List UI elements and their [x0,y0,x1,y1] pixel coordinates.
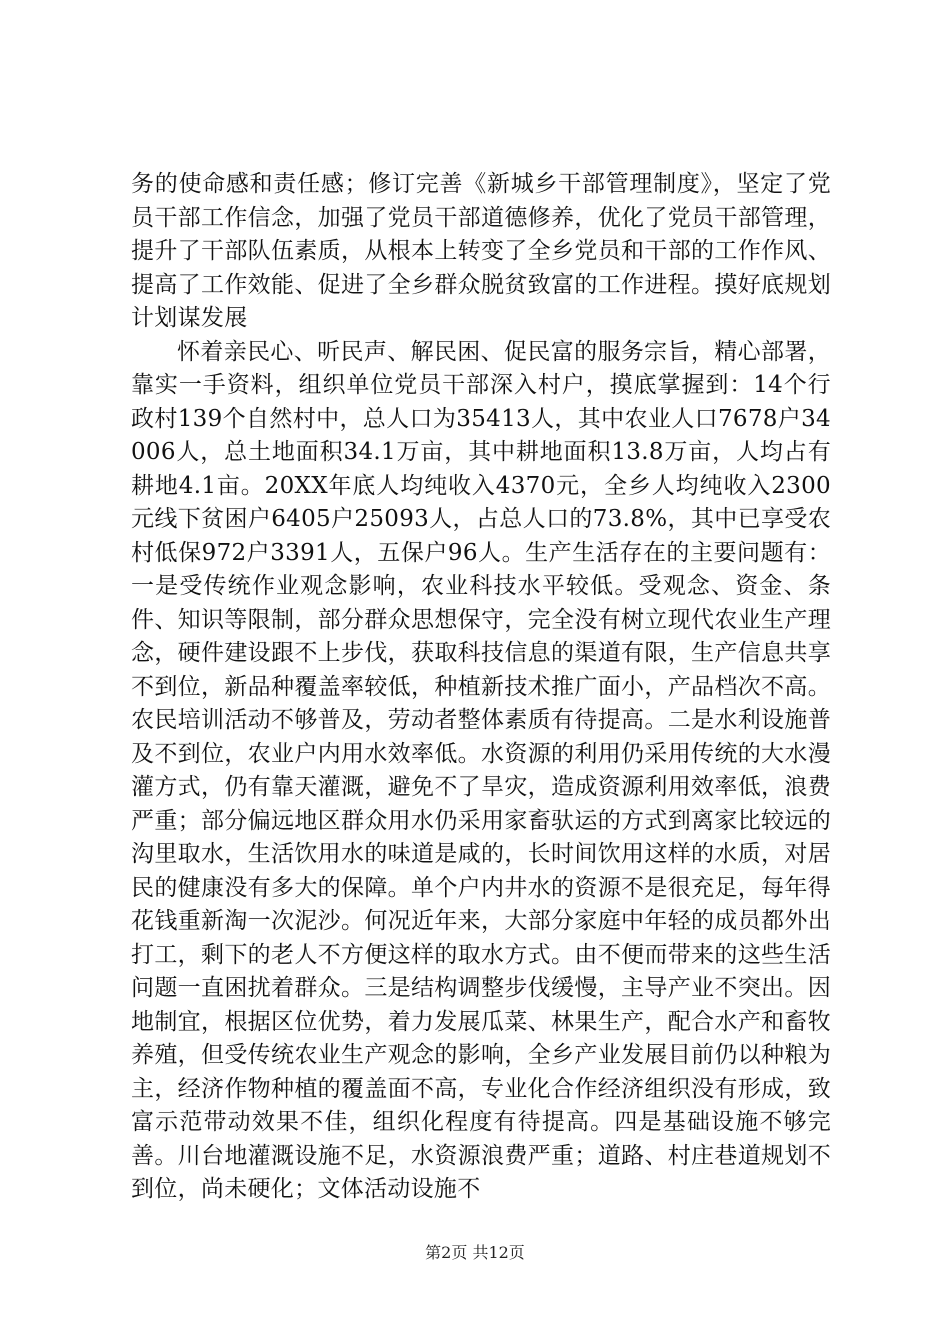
document-body [131,168,831,1207]
body-paragraph-1: 务的使命感和责任感；修订完善《新城乡干部管理制度》，坚定了党员干部工作信念，加强了党员干部道德修养，优化了党员干部管理，提升了干部队伍素质，从根本上转变了全乡党员和干部的工作作风、提高了工作效能、促进了全乡群众脱贫致富的工作进程。摸好底规划计划谋发展 [131,171,831,331]
body-paragraph-2: 怀着亲民心、听民声、解民困、促民富的服务宗旨，精心部署，靠实一手资料，组织单位党员干部深入村户，摸底掌握到：14个行政村139个自然村中，总人口为35413人，其中农业人口7678户34006人，总土地面积34.1万亩，其中耕地面积13.8万亩，人均占有耕地4.1亩。20XX年底人均纯收入4370元，全乡人均纯收入2300元线下贫困户6405户25093人，占总人口的73.8%，其中已享受农村低保972户3391人，五保户96人。生产生活存在的主要问题有：一是受传统作业观念影响，农业科技水平较低。受观念、资金、条件、知识等限制，部分群众思想保守，完全没有树立现代农业生产理念，硬件建设跟不上步伐，获取科技信息的渠道有限，生产信息共享不到位，新品种覆盖率较低，种植新技术推广面小，产品档次不高。农民培训活动不够普及，劳动者整体素质有待提高。二是水利设施普及不到位，农业户内用水效率低。水资源的利用仍采用传统的大水漫灌方式，仍有靠天灌溉，避免不了旱灾，造成资源利用效率低，浪费严重；部分偏远地区群众用水仍采用家畜驮运的方式到离家比较远的沟里取水，生活饮用水的味道是咸的，长时间饮用这样的水质，对居民的健康没有多大的保障。单个户内井水的资源不是很充足，每年得花钱重新淘一次泥沙。何况近年来，大部分家庭中年轻的成员都外出打工，剩下的老人不方便这样的取水方式。由不便而带来的这些生活问题一直困扰着群众。三是结构调整步伐缓慢，主导产业不突出。因地制宜，根据区位优势，着力发展瓜菜、林果生产，配合水产和畜牧养殖，但受传统农业生产观念的影响，全乡产业发展目前仍以种粮为主，经济作物种植的覆盖面不高，专业化合作经济组织没有形成，致富示范带动效果不佳，组织化程度有待提高。四是基础设施不够完善。川台地灌溉设施不足，水资源浪费严重；道路、村庄巷道规划不到位，尚未硬化；文体活动设施不 [131,338,831,1202]
page-number-footer: 第2页 共12页 [425,1243,525,1262]
